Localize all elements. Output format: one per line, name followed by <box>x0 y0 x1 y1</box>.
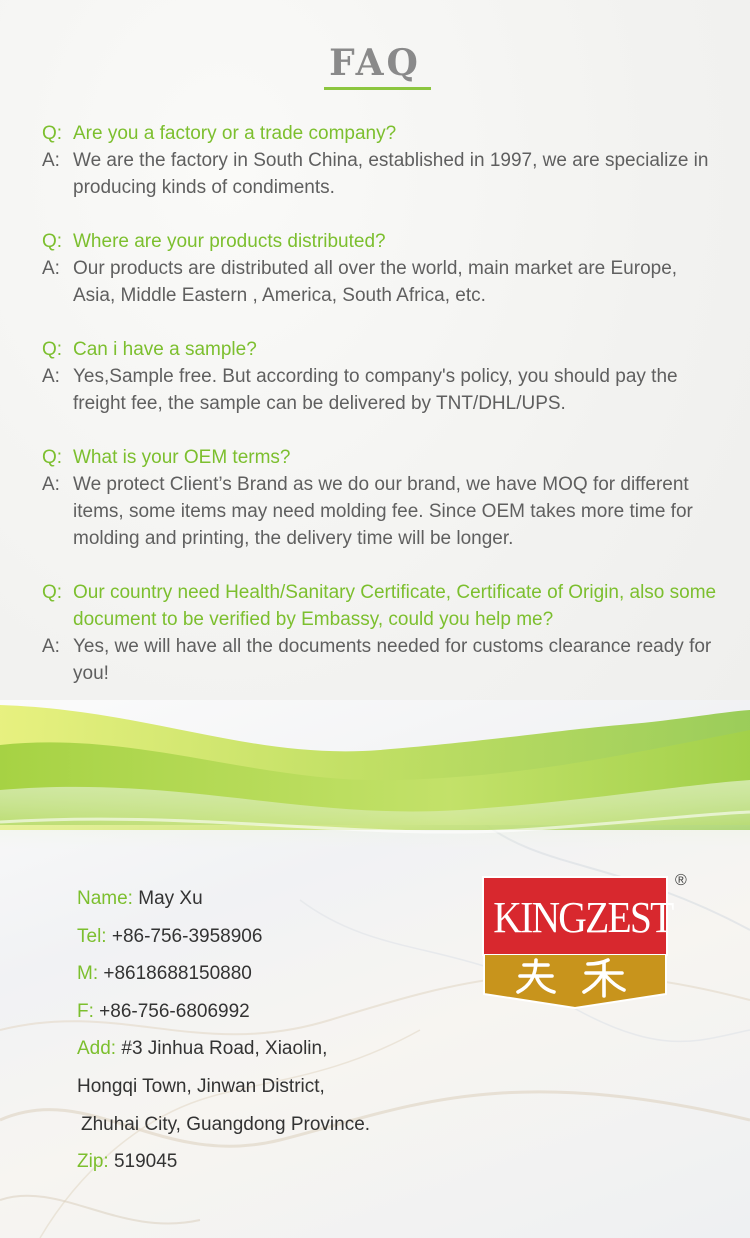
mobile-label: M: <box>77 963 99 985</box>
answer-prefix: A: <box>42 150 60 171</box>
contact-fax <box>77 993 457 1031</box>
faq-item <box>42 228 722 309</box>
tel-label: Tel: <box>77 925 107 947</box>
address-line-2: Hongqi Town, Jinwan District, <box>77 1075 325 1097</box>
question-prefix: Q: <box>42 582 63 603</box>
question-text: Can i have a sample? <box>73 339 257 360</box>
faq-item <box>42 336 722 417</box>
faq-question <box>42 579 722 633</box>
logo-brand-text: KINGZEST <box>493 893 673 942</box>
question-prefix: Q: <box>42 339 63 360</box>
faq-answer <box>42 255 722 309</box>
answer-text: Yes, we will have all the documents needed for customs clearance ready for you! <box>73 636 712 684</box>
faq-item <box>42 579 722 687</box>
faq-question <box>42 120 722 147</box>
faq-answer <box>42 633 722 687</box>
contact-tel <box>77 918 457 956</box>
faq-answer <box>42 363 722 417</box>
question-text: What is your OEM terms? <box>73 447 291 468</box>
kingzest-logo <box>482 876 673 1010</box>
question-text: Our country need Health/Sanitary Certificate, Certificate of Origin, also some document to be verified by Embassy, could you help me? <box>73 582 717 630</box>
question-text: Where are your products distributed? <box>73 231 386 252</box>
faq-question <box>42 444 722 471</box>
tel-value: +86-756-3958906 <box>111 925 263 947</box>
faq-item <box>42 120 722 201</box>
answer-prefix: A: <box>42 366 60 387</box>
answer-prefix: A: <box>42 258 60 279</box>
answer-prefix: A: <box>42 636 60 657</box>
answer-text: Yes,Sample free. But according to company's policy, you should pay the freight fee, the sample can be delivered by TNT/DHL/UPS. <box>73 366 678 414</box>
fax-value: +86-756-6806992 <box>99 1000 250 1022</box>
contact-zip <box>77 1143 457 1181</box>
question-prefix: Q: <box>42 123 63 144</box>
fax-label: F: <box>77 1000 94 1022</box>
faq-heading-underline <box>324 87 431 90</box>
zip-label: Zip: <box>77 1151 109 1173</box>
logo-red-panel <box>482 876 673 956</box>
answer-text: Our products are distributed all over the world, main market are Europe, Asia, Middle Eastern , America, South Africa, etc. <box>73 258 678 306</box>
zip-value: 519045 <box>113 1151 178 1173</box>
contact-name <box>77 880 457 918</box>
contact-info <box>77 880 457 1181</box>
contact-address <box>77 1030 457 1068</box>
contact-mobile <box>77 955 457 993</box>
registered-mark: ® <box>675 872 687 889</box>
address-line-3: Zhuhai City, Guangdong Province. <box>81 1113 371 1135</box>
faq-heading: FAQ <box>329 42 421 84</box>
address-line-1: #3 Jinhua Road, Xiaolin, <box>121 1038 328 1060</box>
mobile-value: +8618688150880 <box>103 963 252 985</box>
faq-question <box>42 228 722 255</box>
answer-text: We protect Client’s Brand as we do our brand, we have MOQ for different items, some items may need molding fee. Since OEM takes more time for molding and printing, the delivery time will be longer. <box>73 474 693 549</box>
faq-list <box>42 120 722 714</box>
answer-prefix: A: <box>42 474 60 495</box>
question-text: Are you a factory or a trade company? <box>73 123 397 144</box>
address-label: Add: <box>77 1038 117 1060</box>
question-prefix: Q: <box>42 231 63 252</box>
faq-answer <box>42 471 722 552</box>
name-value: May Xu <box>138 888 203 909</box>
faq-answer <box>42 147 722 201</box>
faq-question <box>42 336 722 363</box>
faq-item <box>42 444 722 552</box>
name-label: Name: <box>77 888 133 909</box>
question-prefix: Q: <box>42 447 63 468</box>
logo-gold-banner <box>482 954 668 1010</box>
green-wave-decoration <box>0 690 750 850</box>
answer-text: We are the factory in South China, established in 1997, we are specialize in producing kinds of condiments. <box>73 150 709 198</box>
